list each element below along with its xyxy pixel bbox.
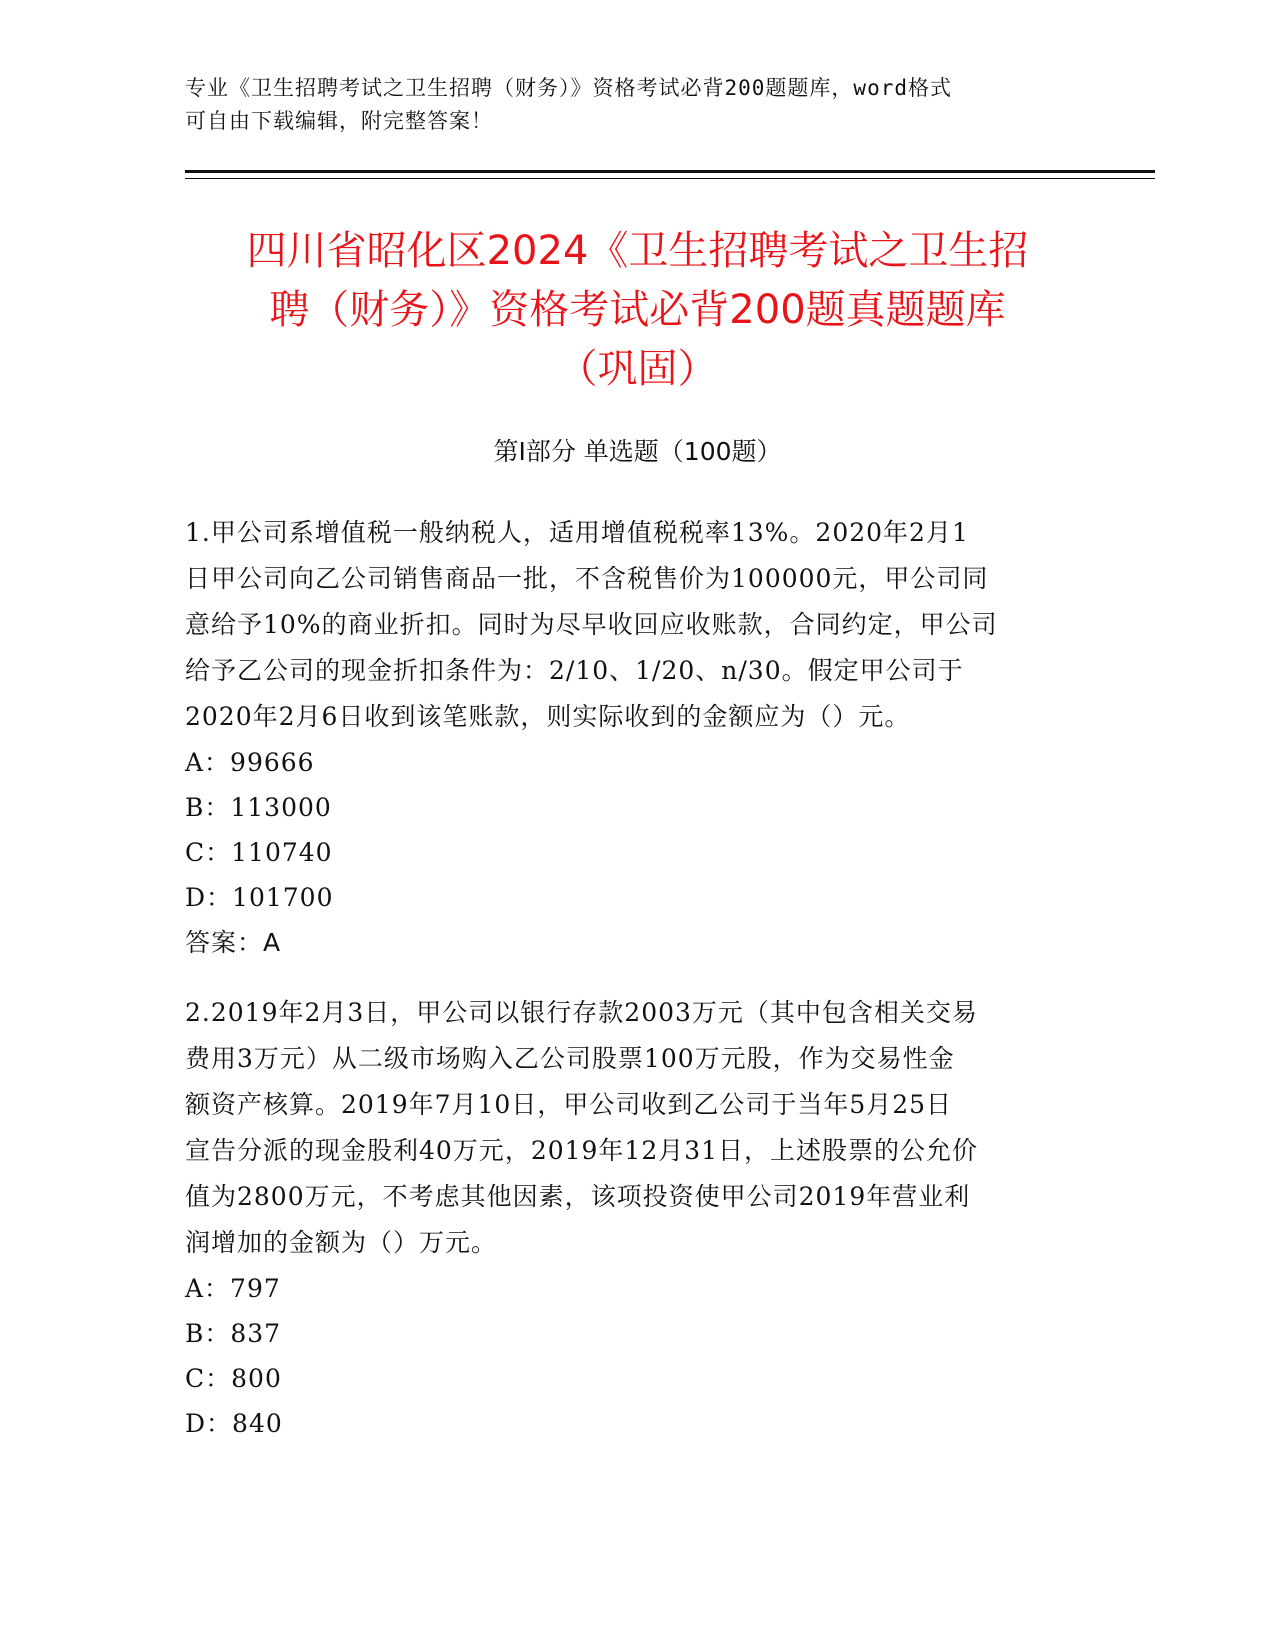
option-d: D：840: [185, 1409, 283, 1438]
option-b: B：113000: [185, 793, 332, 822]
section-heading: 第I部分 单选题（100题）: [493, 437, 782, 466]
question-2: [185, 990, 1075, 1446]
question-1: [185, 510, 1075, 965]
header-rule-thin: [185, 178, 1155, 179]
option-b: B：837: [185, 1319, 282, 1348]
header-note-line-2: 可自由下载编辑，附完整答案！: [185, 109, 493, 133]
question-text-line: 2.2019年2月3日，甲公司以银行存款2003万元（其中包含相关交易: [185, 998, 978, 1027]
question-text-line: 值为2800万元，不考虑其他因素，该项投资使甲公司2019年营业利: [185, 1182, 971, 1211]
question-text-line: 意给予10%的商业折扣。同时为尽早收回应收账款，合同约定，甲公司: [185, 610, 998, 639]
title-line-3: （巩固）: [557, 346, 718, 392]
question-text-line: 日甲公司向乙公司销售商品一批，不含税售价为100000元，甲公司同: [185, 564, 989, 593]
question-text-line: 费用3万元）从二级市场购入乙公司股票100万元股，作为交易性金: [185, 1044, 955, 1073]
header-note: [185, 72, 1065, 138]
question-text-line: 润增加的金额为（）万元。: [185, 1228, 498, 1257]
question-text-line: 2020年2月6日收到该笔账款，则实际收到的金额应为（）元。: [185, 702, 911, 731]
option-c: C：800: [185, 1364, 282, 1393]
header-note-line-1: 专业《卫生招聘考试之卫生招聘（财务）》资格考试必背200题题库，word格式: [185, 76, 952, 100]
question-text-line: 额资产核算。2019年7月10日，甲公司收到乙公司于当年5月25日: [185, 1090, 953, 1119]
header-rule-thick: [185, 170, 1155, 173]
option-a: A：797: [185, 1274, 281, 1303]
question-text-line: 1.甲公司系增值税一般纳税人，适用增值税税率13%。2020年2月1: [185, 518, 969, 547]
option-a: A：99666: [185, 748, 315, 777]
option-c: C：110740: [185, 838, 333, 867]
document-title: [160, 222, 1115, 399]
option-d: D：101700: [185, 883, 334, 912]
answer: 答案：A: [185, 928, 282, 957]
title-line-1: 四川省昭化区2024《卫生招聘考试之卫生招: [246, 228, 1029, 274]
question-text-line: 宣告分派的现金股利40万元，2019年12月31日，上述股票的公允价: [185, 1136, 979, 1165]
question-text-line: 给予乙公司的现金折扣条件为：2/10、1/20、n/30。假定甲公司于: [185, 656, 964, 685]
title-line-2: 聘（财务）》资格考试必背200题真题题库: [269, 287, 1006, 333]
